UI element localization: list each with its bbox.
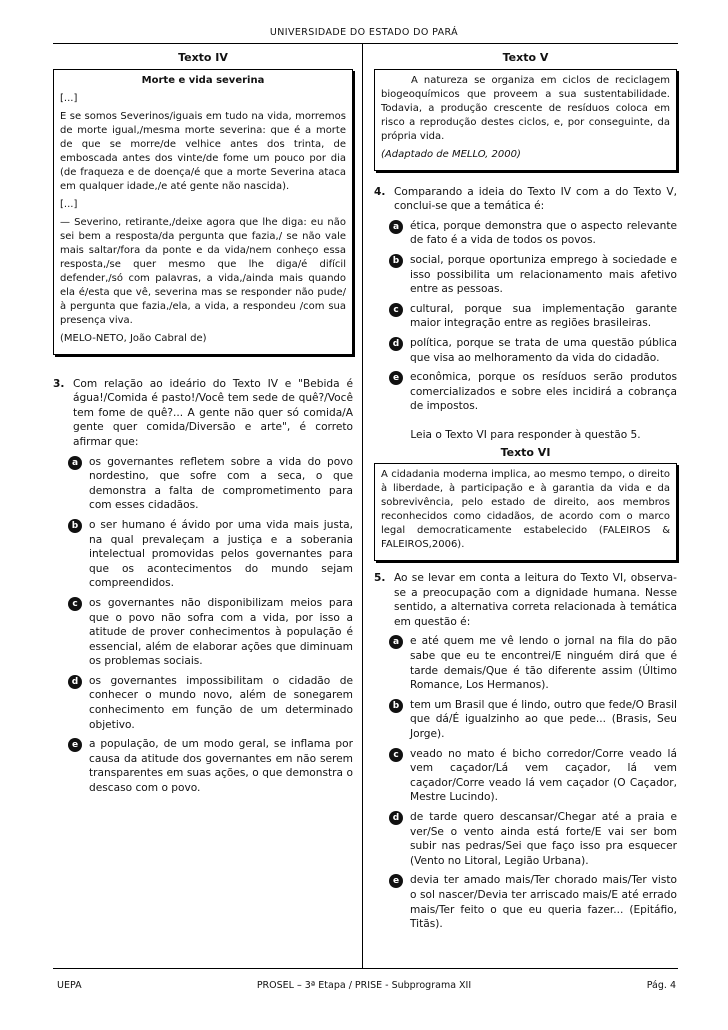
option-letter-badge: e	[389, 874, 403, 888]
option[interactable]	[388, 873, 677, 931]
ellipsis-1: [...]	[60, 92, 78, 104]
option[interactable]	[67, 674, 353, 732]
question-3	[53, 377, 353, 450]
option-letter-badge: d	[389, 811, 403, 825]
option[interactable]	[388, 253, 677, 297]
header-rule	[53, 43, 678, 44]
option[interactable]	[388, 810, 677, 868]
texto-iv-paragraph-2: — Severino, retirante,/deixe agora que lhe diga: eu não sei bem a resposta/da pergunta que fazia,/ se não vale mais saltar/fora da ponte e da vida/nem conheço essa resposta,/se quer mesmo que lhe diga/é difícil defender,/só com palavras, a vida,/ainda mais quando ela é/esta que vê, severina mas se responder não pude/à pergunta que fazia,/ela, a vida, a respondeu /com sua presença viva.	[60, 216, 346, 326]
option-letter-badge: e	[68, 738, 82, 752]
ellipsis-2: [...]	[60, 198, 78, 210]
option-letter-badge: d	[389, 337, 403, 351]
texto-vi-title: Texto VI	[500, 445, 551, 459]
option-letter-badge: b	[68, 519, 82, 533]
option-letter-badge: a	[389, 220, 403, 234]
option-text: econômica, porque os resíduos serão produtos comercializados e sobre eles incidirá a cobrança de impostos.	[410, 371, 677, 413]
question-stem: Com relação ao ideário do Texto IV e "Bebida é água!/Comida é pasto!/Você tem sede de quê?/Você tem fome de quê?... A gente não quer só comida/A gente quer comida/Diversão e arte", é correto afirmar que:	[73, 377, 353, 448]
option-text: de tarde quero descansar/Chegar até a praia e ver/Se o vento ainda está forte/E vai ser bom subir nas pedras/Sei que faço isso pra esquecer (Vento no Litoral, Legião Urbana).	[410, 811, 677, 867]
texto-iv-box	[53, 69, 353, 355]
question-stem: Comparando a ideia do Texto IV com a do Texto V, conclui-se que a temática é:	[394, 185, 677, 213]
option-text: política, porque se trata de uma questão pública que visa ao melhoramento da vida do cidadão.	[410, 336, 677, 364]
texto-iv-paragraph-1: E se somos Severinos/iguais em tudo na vida, morremos de morte igual,/mesma morte severina: que é a morte de que se morre/de velhice antes dos trinta, de emboscada antes dos vinte/de fome um pouco por dia (de fraqueza e de doença/é que a morte Severina ataca em qualquer idade,/e até gente não nascida).	[60, 110, 346, 192]
option[interactable]	[388, 219, 677, 248]
question-4-options	[388, 219, 677, 414]
footer-center: PROSEL – 3ª Etapa / PRISE - Subprograma XII	[256, 980, 472, 991]
question-5	[374, 571, 677, 629]
question-5-options	[388, 634, 677, 931]
texto-vi-body: A cidadania moderna implica, ao mesmo tempo, o direito à liberdade, à participação e à garantia da vida e da sobrevivência, pelo estado de direito, aos membros reconhecidos como cidadãos, de acordo com o marco legal democraticamente estabelecido (FALEIROS & FALEIROS,2006).	[381, 469, 670, 551]
option[interactable]	[388, 302, 677, 331]
question-number: 5.	[374, 572, 386, 585]
poem-title: Morte e vida severina	[141, 74, 265, 86]
option-letter-badge: d	[68, 675, 82, 689]
question-5-lead: Leia o Texto VI para responder à questão 5.	[410, 428, 641, 441]
footer-rule	[53, 968, 678, 969]
option-text: a população, de um modo geral, se inflama por causa da atitude dos governantes em não serem transparentes em suas ações, o que demonstra o descaso com o povo.	[89, 738, 353, 795]
option-text: cultural, porque sua implementação garante maior integração entre as regiões brasileiras.	[410, 302, 677, 330]
option-letter-badge: a	[68, 456, 82, 470]
option[interactable]	[388, 370, 677, 414]
option-letter-badge: a	[389, 635, 403, 649]
option[interactable]	[67, 737, 353, 795]
question-number: 4.	[374, 185, 386, 198]
texto-vi-box	[374, 463, 677, 561]
option-text: os governantes refletem sobre a vida do povo nordestino, que sofre com a seca, o que demonstra a falta de comprometimento para com esses cidadãos.	[89, 455, 353, 512]
column-divider	[362, 44, 363, 968]
question-4	[374, 185, 677, 214]
option-text: ética, porque demonstra que o aspecto relevante de fato é a vida de todos os povos.	[410, 219, 677, 247]
texto-v-box	[374, 69, 677, 171]
option[interactable]	[388, 747, 677, 805]
option-text: devia ter amado mais/Ter chorado mais/Ter visto o sol nascer/Devia ter arriscado mais/E até errado mais/Ter feito o que eu queria fazer... (Epitáfio, Titãs).	[410, 874, 677, 931]
page-number: Pág. 4	[646, 980, 676, 991]
option[interactable]	[388, 336, 677, 365]
option[interactable]	[67, 596, 353, 669]
option[interactable]	[388, 634, 677, 692]
option[interactable]	[67, 455, 353, 513]
option-text: social, porque oportuniza emprego à sociedade e isso possibilita um relacionamento mais afetivo entre as pessoas.	[410, 253, 677, 296]
footer-left: UEPA	[57, 980, 82, 991]
left-column	[53, 48, 353, 796]
option-text: tem um Brasil que é lindo, outro que fede/O Brasil que dá/É igualzinho ao que pede... (Brasis, Seu Jorge).	[410, 698, 677, 741]
texto-v-source: (Adaptado de MELLO, 2000)	[381, 148, 521, 160]
option-letter-badge: b	[389, 699, 403, 713]
option-text: o ser humano é ávido por uma vida mais justa, na qual prevaleçam a justiça e a soberania intelectual promovidas pelos governantes para que os acontecimentos do mundo sejam compreendidos.	[89, 518, 353, 590]
option-text: e até quem me vê lendo o jornal na fila do pão sabe que eu te encontrei/E ninguém dirá que é tarde demais/Que é tão diferente assim (Último Romance, Los Hermanos).	[410, 635, 677, 692]
question-3-options	[67, 455, 353, 796]
option-letter-badge: c	[389, 748, 403, 762]
option-letter-badge: b	[389, 254, 403, 268]
option[interactable]	[67, 518, 353, 591]
texto-v-body: A natureza se organiza em ciclos de reciclagem biogeoquímicos que proveem a sua sustentabilidade. Todavia, a produção crescente de resíduos coloca em risco a reprodução destes ciclos, e, por conseguinte, da própria vida.	[381, 74, 670, 142]
option-letter-badge: e	[389, 371, 403, 385]
option-letter-badge: c	[389, 303, 403, 317]
question-stem: Ao se levar em conta a leitura do Texto VI, observa-se a preocupação com a dignidade humana. Nesse sentido, a alternativa correta relacionada à temática em questão é:	[394, 572, 677, 628]
option-text: os governantes impossibilitam o cidadão de conhecer o mundo novo, além de sonegarem conhecimento em função de um determinado objetivo.	[89, 674, 353, 731]
texto-v-title: Texto V	[502, 51, 549, 64]
option[interactable]	[388, 698, 677, 742]
texto-iv-title: Texto IV	[178, 51, 228, 64]
question-number: 3.	[53, 377, 65, 390]
right-column	[374, 48, 677, 932]
option-letter-badge: c	[68, 597, 82, 611]
university-header: UNIVERSIDADE DO ESTADO DO PARÁ	[269, 27, 459, 38]
option-text: veado no mato é bicho corredor/Corre veado lá vem caçador/Lá vem caçador, lá vem caçador/Corre veado lá vem caçador (O Caçador, Mestre Lucindo).	[410, 747, 677, 804]
texto-iv-source: (MELO-NETO, João Cabral de)	[60, 332, 207, 344]
option-text: os governantes não disponibilizam meios para que o povo não sofra com a vida, por isso a atitude de prover conhecimentos à população é essencial, além de elaborar ações que diminuam os problemas sociais.	[89, 596, 353, 668]
